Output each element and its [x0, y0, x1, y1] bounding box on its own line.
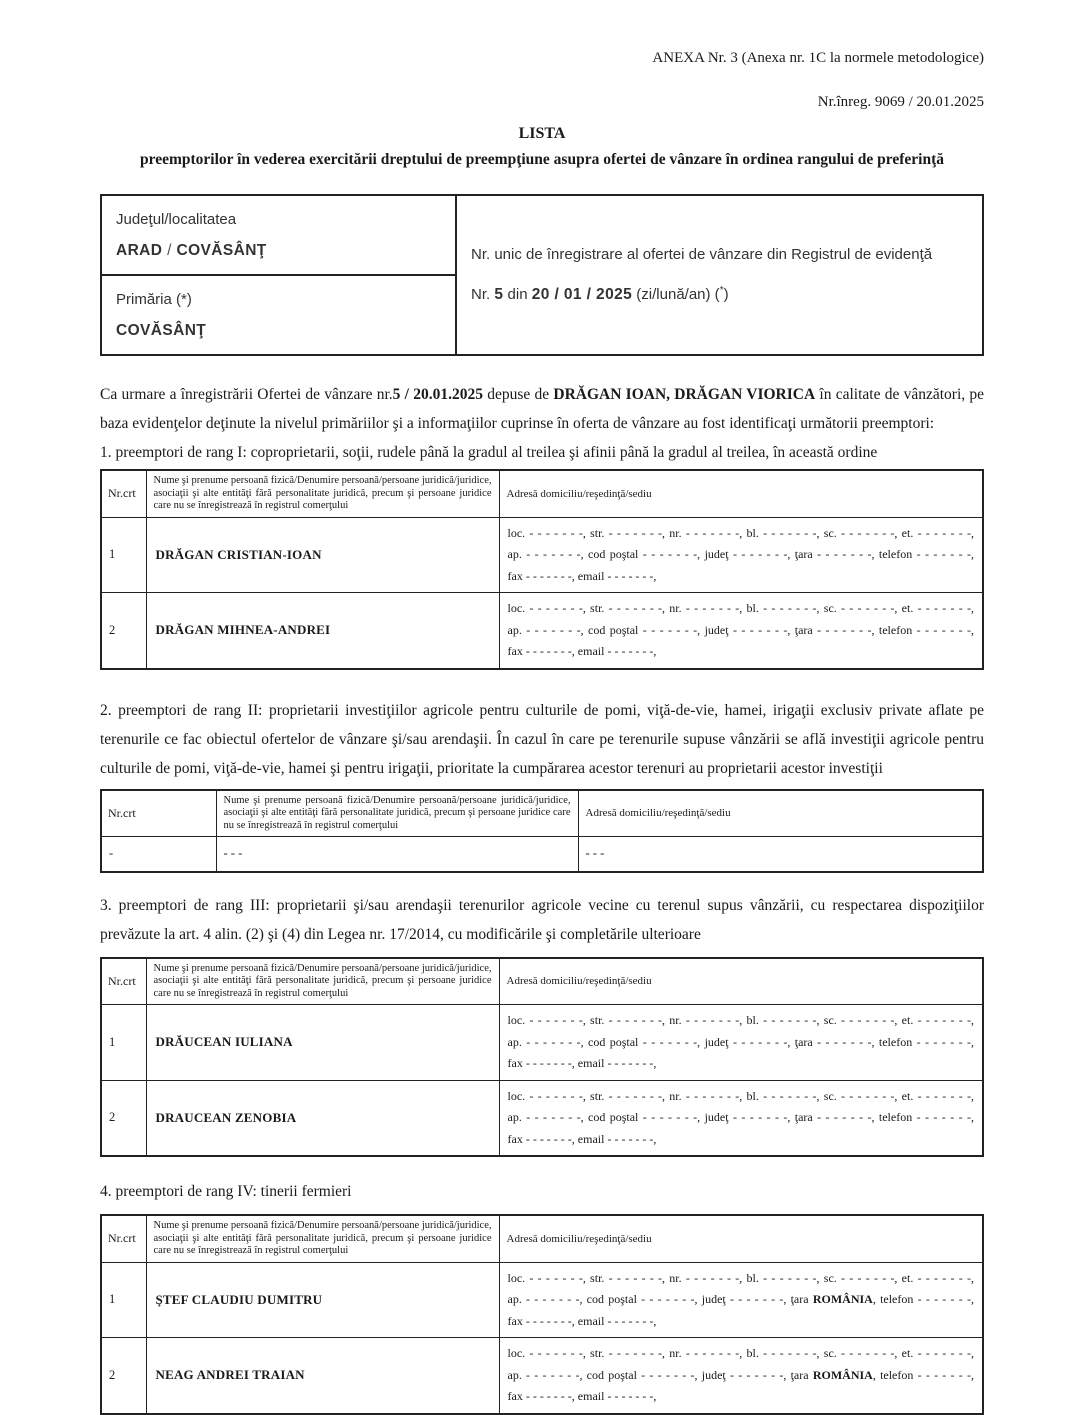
table-row	[101, 517, 983, 593]
rank-2-table	[100, 789, 984, 873]
table-row	[101, 1338, 983, 1414]
col-address-header: Adresă domiciliu/reşedinţă/sediu	[499, 958, 983, 1005]
row-number-cell: 1	[101, 517, 146, 593]
offer-number-line: Nr. 5 din 20 / 01 / 2025 (zi/lună/an) (*)	[471, 285, 729, 303]
county-cell	[101, 195, 456, 275]
offer-date: 20 / 01 / 2025	[531, 286, 633, 303]
row-number-cell: -	[101, 837, 216, 872]
col-name-header: Nume şi prenume persoană fizică/Denumire persoană/persoane juridică/juridice, asociaţii şi alte entităţi fără personalitate juridică, precum şi persoane juridice care nu se înregistrează în registrul comerţului	[146, 958, 499, 1005]
country-value: ROMÂNIA	[812, 1292, 873, 1306]
rank-4-table	[100, 1214, 984, 1415]
country-value: ROMÂNIA	[812, 1367, 873, 1382]
table-row	[101, 593, 983, 669]
table-row	[101, 1080, 983, 1156]
address-line-romania: ap. - - - - - - -, cod poştal - - - - - - -, judeţ - - - - - - -, ţara ROMÂNIA, telefon - - - - - - -,	[507, 1367, 974, 1382]
document-page	[100, 0, 984, 1415]
name-cell: - - -	[216, 837, 578, 872]
name-cell: DRAUCEAN ZENOBIA	[146, 1080, 499, 1156]
name-cell: DRĂGAN CRISTIAN-IOAN	[146, 517, 499, 593]
name-cell: NEAG ANDREI TRAIAN	[146, 1338, 499, 1414]
table-row	[101, 1005, 983, 1081]
address-cell: loc. - - - - - - -, str. - - - - - - -, nr. - - - - - - -, bl. - - - - - - -, sc. - - - - - - -, et. - - - - - - -, ap. - - - - - - -, cod poştal - - - - - - -, judeţ - - - - - - -, ţara - - - - - - -, telefon - - - - - - -, fax - - - - - - -, email - - - - - - -,	[499, 1005, 983, 1081]
footnote-star: *	[719, 285, 724, 296]
table-row	[101, 837, 983, 872]
offer-ref: 5 / 20.01.2025	[392, 386, 483, 403]
row-number-cell: 1	[101, 1005, 146, 1081]
section-3-label: 3. preemptori de rang III: proprietarii şi/sau arendaşii terenurilor agricole vecine cu terenul supus vânzării, cu respectarea dispoziţiilor prevăzute la art. 4 alin. (2) şi (4) din Legea nr. 17/2014, cu modificările şi completările ulterioare	[100, 896, 984, 943]
sellers-names: DRĂGAN IOAN, DRĂGAN VIORICA	[553, 386, 816, 403]
section-4-label: 4. preemptori de rang IV: tinerii fermieri	[100, 1183, 352, 1200]
rank-1-table	[100, 469, 984, 670]
registration-number: Nr.înreg. 9069 / 20.01.2025	[817, 94, 984, 110]
table-header-row	[101, 1215, 983, 1262]
table-header-row	[101, 470, 983, 517]
table-row	[101, 1262, 983, 1338]
row-number-cell: 2	[101, 1338, 146, 1414]
address-cell: loc. - - - - - - -, str. - - - - - - -, nr. - - - - - - -, bl. - - - - - - -, sc. - - - - - - -, et. - - - - - - -, ap. - - - - - - -, cod poştal - - - - - - -, judeţ - - - - - - -, ţara ROMÂNIA, telefon - - - - - - -, fax - - - - - - -, email - - - - - - -,	[499, 1338, 983, 1414]
unique-reg-text: Nr. unic de înregistrare al ofertei de vânzare din Registrul de evidenţă	[471, 246, 933, 263]
address-cell: loc. - - - - - - -, str. - - - - - - -, nr. - - - - - - -, bl. - - - - - - -, sc. - - - - - - -, et. - - - - - - -, ap. - - - - - - -, cod poştal - - - - - - -, judeţ - - - - - - -, ţara - - - - - - -, telefon - - - - - - -, fax - - - - - - -, email - - - - - - -,	[499, 1080, 983, 1156]
row-number-cell: 1	[101, 1262, 146, 1338]
col-nr-header: Nr.crt	[101, 1215, 146, 1262]
primaria-label: Primăria (*)	[116, 291, 192, 308]
table-header-row	[101, 790, 983, 837]
row-number-cell: 2	[101, 593, 146, 669]
col-nr-header: Nr.crt	[101, 958, 146, 1005]
section-2-label: 2. preemptori de rang II: proprietarii investiţiilor agricole pentru culturile de pomi, viţă-de-vie, hamei, irigaţii exclusiv private aflate pe terenurile ce fac obiectul ofertelor de vânzare şi/sau arendaşii. În cazul în care pe terenurile supuse vânzării se află investiţii agricole pentru culturile de pomi, viţă-de-vie, hamei şi pentru irigaţii, prioritate la cumpărarea acestor terenuri au proprietarii acestor investiţii	[100, 701, 984, 777]
list-subtitle: preemptorilor în vederea exercitării dreptului de preempţiune asupra ofertei de vânzare în ordinea rangului de preferinţă	[139, 151, 945, 168]
col-address-header: Adresă domiciliu/reşedinţă/sediu	[578, 790, 983, 837]
primaria-cell	[101, 275, 456, 355]
col-name-header: Nume şi prenume persoană fizică/Denumire persoană/persoane juridică/juridice, asociaţii şi alte entităţi fără personalitate juridică, precum şi persoane juridice care nu se înregistrează în registrul comerţului	[146, 470, 499, 517]
offer-number: 5	[494, 286, 504, 303]
col-name-header: Nume şi prenume persoană fizică/Denumire persoană/persoane juridică/juridice, asociaţii şi alte entităţi fără personalitate juridică, precum şi persoane juridice care nu se înregistrează în registrul comerţului	[146, 1215, 499, 1262]
anexa-heading: ANEXA Nr. 3 (Anexa nr. 1C la normele metodologice)	[652, 50, 984, 66]
intro-paragraph: Ca urmare a înregistrării Ofertei de vânzare nr.5 / 20.01.2025 depuse de DRĂGAN IOAN, DRĂGAN VIORICA în calitate de vânzători, pe baza evidenţelor deţinute la nivelul primăriilor şi a informaţiilor cuprinse în oferta de vânzare au fost identificaţi următorii preemptori:	[100, 386, 985, 432]
address-cell: loc. - - - - - - -, str. - - - - - - -, nr. - - - - - - -, bl. - - - - - - -, sc. - - - - - - -, et. - - - - - - -, ap. - - - - - - -, cod poştal - - - - - - -, judeţ - - - - - - -, ţara - - - - - - -, telefon - - - - - - -, fax - - - - - - -, email - - - - - - -,	[499, 517, 983, 593]
col-name-header: Nume şi prenume persoană fizică/Denumire persoană/persoane juridică/juridice, asociaţii şi alte entităţi fără personalitate juridică, precum şi persoane juridice care nu se înregistrează în registrul comerţului	[216, 790, 578, 837]
county-label: Judeţul/localitatea	[116, 211, 237, 228]
offer-registration-cell	[456, 195, 983, 355]
info-table	[100, 194, 984, 356]
county-value: ARAD / COVĂSÂNŢ	[116, 242, 267, 259]
col-nr-header: Nr.crt	[101, 470, 146, 517]
list-title: LISTA	[518, 125, 566, 142]
name-cell: DRĂUCEAN IULIANA	[146, 1005, 499, 1081]
section-1-label: 1. preemptori de rang I: coproprietarii, soţii, rudele până la gradul al treilea şi afinii până la gradul al treilea, în această ordine	[100, 444, 878, 461]
address-line-romania: ap. - - - - - - -, cod poştal - - - - - - -, judeţ - - - - - - -, ţara ROMÂNIA, telefon - - - - - - -,	[507, 1292, 974, 1306]
col-address-header: Adresă domiciliu/reşedinţă/sediu	[499, 1215, 983, 1262]
primaria-value: COVĂSÂNŢ	[116, 322, 207, 339]
address-cell: loc. - - - - - - -, str. - - - - - - -, nr. - - - - - - -, bl. - - - - - - -, sc. - - - - - - -, et. - - - - - - -, ap. - - - - - - -, cod poştal - - - - - - -, judeţ - - - - - - -, ţara ROMÂNIA, telefon - - - - - - -, fax - - - - - - -, email - - - - - - -,	[499, 1262, 983, 1338]
name-cell: DRĂGAN MIHNEA-ANDREI	[146, 593, 499, 669]
row-number-cell: 2	[101, 1080, 146, 1156]
rank-3-table	[100, 957, 984, 1158]
table-header-row	[101, 958, 983, 1005]
col-nr-header: Nr.crt	[101, 790, 216, 837]
address-cell: - - -	[578, 837, 983, 872]
col-address-header: Adresă domiciliu/reşedinţă/sediu	[499, 470, 983, 517]
name-cell: ŞTEF CLAUDIU DUMITRU	[146, 1262, 499, 1338]
address-cell: loc. - - - - - - -, str. - - - - - - -, nr. - - - - - - -, bl. - - - - - - -, sc. - - - - - - -, et. - - - - - - -, ap. - - - - - - -, cod poştal - - - - - - -, judeţ - - - - - - -, ţara - - - - - - -, telefon - - - - - - -, fax - - - - - - -, email - - - - - - -,	[499, 593, 983, 669]
